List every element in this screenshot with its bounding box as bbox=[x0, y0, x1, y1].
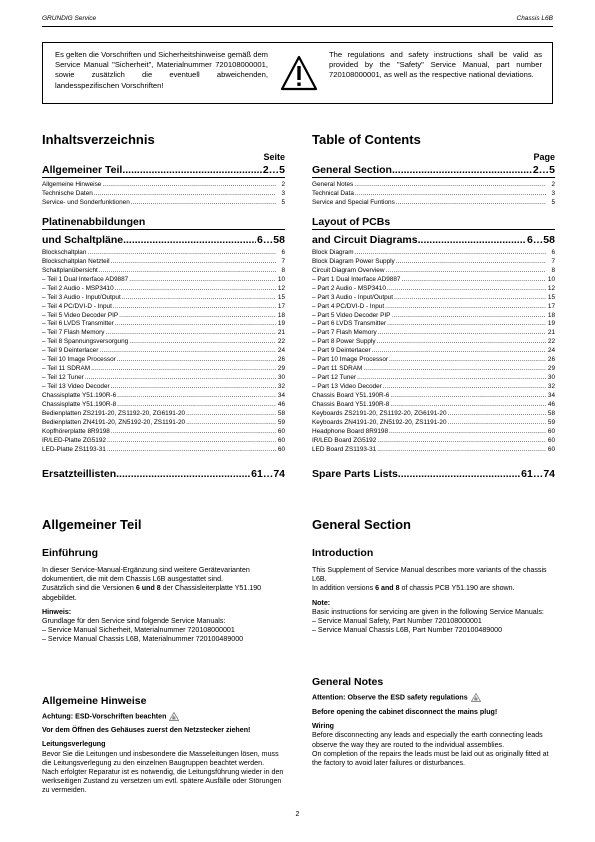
toc-entry-title: – Teil 10 Image Processor bbox=[42, 356, 116, 364]
toc-entry bbox=[312, 267, 555, 276]
toc-entry-title: – Part 11 SDRAM bbox=[312, 365, 363, 373]
toc-entry bbox=[42, 419, 285, 428]
toc-leader-dots bbox=[117, 356, 276, 365]
toc-entry-page: 24 bbox=[277, 347, 285, 355]
toc-entry bbox=[312, 419, 555, 428]
notes-title: Allgemeine Hinweise bbox=[42, 694, 147, 707]
toc-leader-dots bbox=[391, 312, 546, 321]
page-column-label: Seite bbox=[263, 152, 285, 162]
toc-pcb-list bbox=[312, 249, 555, 455]
toc-title: Table of Contents bbox=[312, 132, 421, 147]
notes-title: General Notes bbox=[312, 676, 384, 689]
toc-leader-dots bbox=[186, 419, 276, 428]
toc-pcb-list bbox=[42, 249, 285, 455]
toc-section-general: Allgemeiner Teil ..... 2…5 bbox=[42, 163, 285, 178]
toc-entry-page: 7 bbox=[281, 257, 285, 265]
toc-entry-title: – Part 6 LVDS Transmitter bbox=[312, 320, 387, 328]
header-right: Chassis L6B bbox=[516, 15, 553, 22]
toc-leader-dots bbox=[119, 312, 276, 321]
section-title: Allgemeiner Teil bbox=[42, 517, 142, 532]
toc-entry-page: 46 bbox=[277, 401, 285, 409]
header-left: GRUNDIG Service bbox=[42, 15, 97, 22]
toc-entry-title: Technische Daten bbox=[42, 189, 93, 197]
toc-title: Inhaltsverzeichnis bbox=[42, 132, 155, 147]
toc-leader-dots bbox=[378, 329, 546, 338]
toc-leader-dots bbox=[383, 383, 546, 392]
mains-notice: Vor dem Öffnen des Gehäuses zuerst den Netzstecker ziehen! bbox=[42, 726, 251, 735]
toc-entry-page: 26 bbox=[547, 356, 555, 364]
toc-entry bbox=[42, 312, 285, 321]
toc-entry-title: Schaltplanübersicht bbox=[42, 266, 98, 274]
toc-entry bbox=[42, 249, 285, 258]
toc-section-spare: Ersatzteillisten ..... 61…74 bbox=[42, 467, 285, 481]
toc-entry bbox=[42, 190, 285, 199]
toc-entry bbox=[42, 199, 285, 208]
toc-entry-title: LED-Platte ZS1193-31 bbox=[42, 445, 106, 453]
toc-entry-title: Chassis Board Y51.190R-6 bbox=[312, 392, 390, 400]
toc-entry-page: 32 bbox=[277, 383, 285, 391]
toc-entry-title: – Part 13 Video Decoder bbox=[312, 383, 382, 391]
toc-entry-page: 17 bbox=[277, 302, 285, 310]
toc-leader-dots bbox=[354, 181, 546, 190]
toc-entry-page: 60 bbox=[277, 445, 285, 453]
toc-entry bbox=[42, 276, 285, 285]
toc-entry bbox=[42, 374, 285, 383]
toc-entry bbox=[312, 199, 555, 208]
toc-leader-dots bbox=[377, 338, 546, 347]
toc-entry bbox=[312, 356, 555, 365]
toc-entry bbox=[42, 437, 285, 446]
toc-entry bbox=[42, 338, 285, 347]
toc-entry bbox=[312, 320, 555, 329]
toc-leader-dots bbox=[113, 303, 276, 312]
toc-entry-page: 19 bbox=[277, 320, 285, 328]
toc-entry-page: 12 bbox=[547, 284, 555, 292]
page-column-label: Page bbox=[533, 152, 555, 162]
toc-entry-title: IR/LED-Platte ZG5192 bbox=[42, 436, 106, 444]
esd-notice: Achtung: ESD-Vorschriften beachten bbox=[42, 712, 285, 722]
toc-entry bbox=[42, 383, 285, 392]
toc-entry-title: – Part 7 Flash Memory bbox=[312, 329, 377, 337]
toc-entry bbox=[312, 285, 555, 294]
toc-entry bbox=[312, 181, 555, 190]
toc-entry-title: Kopfhörerplatte 8R9198 bbox=[42, 427, 110, 435]
header-rule bbox=[42, 26, 553, 27]
toc-entry-page: 5 bbox=[551, 198, 555, 206]
toc-entry-page: 2 bbox=[551, 181, 555, 188]
toc-entry-page: 3 bbox=[281, 189, 285, 197]
toc-entry bbox=[312, 392, 555, 401]
toc-entry-title: Headphone Board 8R9198 bbox=[312, 427, 389, 435]
toc-entry bbox=[42, 320, 285, 329]
toc-pcb-title: Platinenabbildungen bbox=[42, 215, 285, 230]
toc-leader-dots bbox=[355, 249, 546, 258]
toc-entry-title: Keyboards ZN4191-20, ZN5192-20, ZS1191-20 bbox=[312, 418, 447, 426]
toc-entry-page: 59 bbox=[547, 418, 555, 426]
toc-entry-page: 19 bbox=[547, 320, 555, 328]
toc-leader-dots bbox=[448, 419, 546, 428]
toc-leader-dots bbox=[107, 446, 276, 455]
warning-triangle-icon bbox=[280, 55, 318, 96]
toc-entry bbox=[42, 401, 285, 410]
toc-leader-dots bbox=[389, 428, 546, 437]
toc-entry bbox=[312, 294, 555, 303]
toc-entry bbox=[312, 437, 555, 446]
toc-entry-title: – Teil 3 Audio - Input/Output bbox=[42, 293, 121, 301]
mains-notice: Before opening the cabinet disconnect the mains plug! bbox=[312, 708, 498, 716]
toc-entry-title: Bedienplatten ZS2191-20, ZS1192-20, ZG6191-20 bbox=[42, 410, 186, 418]
toc-entry-title: Circuit Diagram Overview bbox=[312, 266, 385, 274]
toc-entry bbox=[312, 428, 555, 437]
toc-leader-dots bbox=[107, 437, 276, 446]
toc-entry-page: 29 bbox=[277, 365, 285, 373]
toc-entry-title: IR/LED Board ZG5192 bbox=[312, 436, 377, 444]
toc-entry-page: 7 bbox=[551, 257, 555, 265]
toc-leader-dots bbox=[131, 199, 276, 208]
intro-text: This Supplement of Service Manual describes more variants of the chassis L6B. In addition versions 6 and 8 of chassis PCB Y51.190 are shown. Note: Basic instructions for servicing are given in the following Service Manuals: – Service Manual Safety, Part Number 720108000001 – Service Manual Chassis L6B, Part Number 720100489000 bbox=[312, 566, 555, 635]
toc-entry-page: 21 bbox=[547, 329, 555, 337]
toc-entry-page: 5 bbox=[281, 198, 285, 206]
toc-leader-dots bbox=[115, 285, 276, 294]
toc-leader-dots bbox=[377, 446, 546, 455]
toc-leader-dots bbox=[85, 374, 276, 383]
toc-entry-page: 22 bbox=[277, 338, 285, 346]
toc-section-spare: Spare Parts Lists ..... 61…74 bbox=[312, 467, 555, 481]
toc-general-list bbox=[42, 181, 285, 208]
toc-english bbox=[312, 132, 555, 481]
toc-entry bbox=[42, 446, 285, 455]
toc-leader-dots bbox=[448, 410, 546, 419]
toc-entry-page: 2 bbox=[281, 181, 285, 188]
toc-leader-dots bbox=[387, 320, 546, 329]
toc-entry-page: 15 bbox=[277, 293, 285, 301]
toc-entry-title: LED Board ZS1193-31 bbox=[312, 445, 377, 453]
toc-entry-title: Block Diagram Power Supply bbox=[312, 257, 395, 265]
toc-entry-page: 15 bbox=[547, 293, 555, 301]
toc-entry-page: 21 bbox=[277, 329, 285, 337]
toc-entry-title: – Teil 7 Flash Memory bbox=[42, 329, 105, 337]
toc-entry bbox=[312, 401, 555, 410]
toc-leader-dots bbox=[99, 267, 276, 276]
toc-entry-title: – Part 10 Image Processor bbox=[312, 356, 389, 364]
page-number: 2 bbox=[295, 811, 300, 818]
toc-entry-title: Allgemeine Hinweise bbox=[42, 181, 102, 188]
toc-entry-title: – Part 4 PC/DVI-D - Input bbox=[312, 302, 385, 310]
toc-entry bbox=[312, 329, 555, 338]
toc-leader-dots bbox=[377, 437, 546, 446]
toc-entry-page: 30 bbox=[277, 374, 285, 382]
toc-entry-title: – Teil 13 Video Decoder bbox=[42, 383, 110, 391]
toc-entry bbox=[312, 312, 555, 321]
toc-leader-dots bbox=[129, 276, 276, 285]
toc-entry-title: General Notes bbox=[312, 181, 354, 188]
toc-entry-title: – Part 12 Tuner bbox=[312, 374, 357, 382]
toc-entry-page: 60 bbox=[277, 427, 285, 435]
toc-entry-page: 34 bbox=[277, 392, 285, 400]
toc-entry-title: – Teil 1 Dual Interface AD9887 bbox=[42, 275, 129, 283]
toc-entry-page: 46 bbox=[547, 401, 555, 409]
toc-entry bbox=[312, 365, 555, 374]
toc-leader-dots bbox=[111, 258, 277, 267]
toc-entry-title: – Teil 5 Video Decoder PIP bbox=[42, 311, 119, 319]
esd-hand-icon bbox=[169, 712, 179, 721]
toc-entry-title: Bedienplatten ZN4191-20, ZN5192-20, ZS1191-20 bbox=[42, 418, 186, 426]
section-title: General Section bbox=[312, 517, 411, 532]
toc-entry bbox=[42, 329, 285, 338]
toc-leader-dots bbox=[117, 392, 276, 401]
toc-entry bbox=[312, 446, 555, 455]
toc-entry-page: 29 bbox=[547, 365, 555, 373]
toc-leader-dots bbox=[357, 374, 546, 383]
toc-entry-page: 3 bbox=[551, 189, 555, 197]
toc-entry-title: – Teil 12 Tuner bbox=[42, 374, 84, 382]
toc-entry-page: 58 bbox=[277, 410, 285, 418]
toc-entry-page: 10 bbox=[277, 275, 285, 283]
toc-entry bbox=[312, 383, 555, 392]
general-section-en: General Section Introduction This Supplement of Service Manual describes more variants of the chassis L6B. In addition versions 6 and 8 of chassis PCB Y51.190 are shown. Note: Basic instructions for servicing are given in the following Service Manuals: – Service Manual Safety, Part Number 720108000001 – Service Manual Chassis L6B, Part Number 720100489000 General Notes Attention: Observe the ESD safety regulations Before opening the cabinet disconnect the mains plug! Wiring Before disconnecting any leads and especially the earth connecting leads observe the way they are routed to the individual assemblies. On completion of the repairs the leads must be laid out as originally fitted at the factory to avoid later failures or disturbances. bbox=[312, 517, 555, 768]
toc-entry-page: 30 bbox=[547, 374, 555, 382]
toc-entry bbox=[42, 294, 285, 303]
toc-entry bbox=[312, 249, 555, 258]
toc-section-general: General Section ..... 2…5 bbox=[312, 163, 555, 178]
toc-leader-dots bbox=[363, 365, 546, 374]
toc-leader-dots bbox=[355, 190, 546, 199]
toc-entry-page: 60 bbox=[547, 427, 555, 435]
toc-entry-page: 8 bbox=[281, 266, 285, 274]
toc-leader-dots bbox=[385, 303, 546, 312]
toc-entry-title: – Part 3 Audio - Input/Output bbox=[312, 293, 393, 301]
toc-entry-page: 22 bbox=[547, 338, 555, 346]
toc-entry-page: 59 bbox=[277, 418, 285, 426]
toc-section-pcb: and Circuit Diagrams ..... 6…58 bbox=[312, 233, 555, 247]
wiring-title: Wiring bbox=[312, 722, 335, 731]
toc-entry bbox=[42, 365, 285, 374]
toc-entry-page: 58 bbox=[547, 410, 555, 418]
toc-entry bbox=[312, 258, 555, 267]
toc-entry-title: Keyboards ZS2191-20, ZS1192-20, ZG6191-20 bbox=[312, 410, 447, 418]
esd-hand-icon bbox=[471, 693, 481, 702]
toc-entry-page: 17 bbox=[547, 302, 555, 310]
toc-leader-dots bbox=[122, 294, 276, 303]
toc-entry bbox=[42, 303, 285, 312]
toc-leader-dots bbox=[372, 347, 546, 356]
toc-entry-page: 34 bbox=[547, 392, 555, 400]
toc-entry-title: – Part 1 Dual Interface AD9887 bbox=[312, 275, 401, 283]
wiring-title: Leitungsverlegung bbox=[42, 740, 106, 749]
toc-entry-page: 60 bbox=[547, 436, 555, 444]
toc-entry bbox=[312, 410, 555, 419]
toc-entry-title: – Teil 11 SDRAM bbox=[42, 365, 91, 373]
toc-leader-dots bbox=[389, 356, 546, 365]
toc-entry-title: Service and Special Funtions bbox=[312, 198, 395, 206]
toc-entry bbox=[312, 374, 555, 383]
toc-entry-title: Chassis Board Y51.190R-8 bbox=[312, 401, 390, 409]
toc-entry bbox=[42, 428, 285, 437]
toc-entry-page: 8 bbox=[551, 266, 555, 274]
toc-entry-title: – Teil 8 Spannungsversorgung bbox=[42, 338, 129, 346]
intro-title: Introduction bbox=[312, 547, 374, 559]
toc-leader-dots bbox=[385, 267, 546, 276]
toc-entry bbox=[42, 392, 285, 401]
toc-leader-dots bbox=[396, 199, 546, 208]
toc-leader-dots bbox=[91, 365, 276, 374]
toc-leader-dots bbox=[390, 392, 546, 401]
toc-leader-dots bbox=[102, 181, 276, 190]
toc-entry-page: 12 bbox=[277, 284, 285, 292]
toc-entry-page: 6 bbox=[551, 248, 555, 256]
toc-entry-page: 60 bbox=[277, 436, 285, 444]
toc-leader-dots bbox=[394, 294, 546, 303]
toc-general-list bbox=[312, 181, 555, 208]
toc-entry-title: Chassisplatte Y51.190R-6 bbox=[42, 392, 117, 400]
toc-entry bbox=[42, 258, 285, 267]
toc-leader-dots bbox=[186, 410, 276, 419]
toc-entry-page: 6 bbox=[281, 248, 285, 256]
toc-entry-title: – Teil 2 Audio - MSP3410 bbox=[42, 284, 114, 292]
toc-entry bbox=[42, 267, 285, 276]
toc-entry-title: – Teil 9 Deinterlacer bbox=[42, 347, 99, 355]
toc-leader-dots bbox=[94, 190, 276, 199]
toc-leader-dots bbox=[129, 338, 276, 347]
toc-entry-title: – Part 5 Video Decoder PIP bbox=[312, 311, 391, 319]
toc-entry bbox=[42, 181, 285, 190]
toc-german bbox=[42, 132, 285, 481]
toc-leader-dots bbox=[105, 329, 276, 338]
toc-leader-dots bbox=[390, 401, 546, 410]
toc-entry-page: 10 bbox=[547, 275, 555, 283]
toc-leader-dots bbox=[111, 428, 276, 437]
toc-entry bbox=[312, 276, 555, 285]
toc-section-pcb: und Schaltpläne ..... 6…58 bbox=[42, 233, 285, 247]
intro-text: In dieser Service-Manual-Ergänzung sind weitere Gerätevarianten dokumentiert, die mit dem Chassis L6B ausgestattet sind. Zusätzlich sind die Versionen 6 und 8 der Chassisleiterplatte Y51.190 abgebildet. Hinweis: Grundlage für den Service sind folgende Service Manuals: – Service Manual Sicherheit, Materialnummer 720108000001 – Service Manual Chassis L6B, Materialnummer 720100489000 bbox=[42, 566, 285, 645]
toc-entry-title: Chassisplatte Y51.190R-8 bbox=[42, 401, 117, 409]
toc-entry-title: Blockschaltplan bbox=[42, 248, 87, 256]
toc-leader-dots bbox=[87, 249, 276, 258]
safety-warning-box bbox=[42, 42, 553, 104]
toc-entry bbox=[312, 347, 555, 356]
toc-entry-page: 18 bbox=[547, 311, 555, 319]
toc-leader-dots bbox=[115, 320, 276, 329]
toc-entry bbox=[312, 338, 555, 347]
toc-entry bbox=[312, 303, 555, 312]
toc-entry-title: – Part 2 Audio - MSP3410 bbox=[312, 284, 386, 292]
toc-entry bbox=[42, 285, 285, 294]
toc-entry bbox=[42, 347, 285, 356]
toc-entry bbox=[42, 356, 285, 365]
note-label: Hinweis: bbox=[42, 607, 72, 616]
toc-entry-title: Service- und Sonderfunktionen bbox=[42, 198, 130, 206]
toc-entry-page: 60 bbox=[547, 445, 555, 453]
general-section-de: Allgemeiner Teil Einführung In dieser Service-Manual-Ergänzung sind weitere Gerätevarianten dokumentiert, die mit dem Chassis L6B ausgestattet sind. Zusätzlich sind die Versionen 6 und 8 der Chassisleiterplatte Y51.190 abgebildet. Hinweis: Grundlage für den Service sind folgende Service Manuals: – Service Manual Sicherheit, Materialnummer 720108000001 – Service Manual Chassis L6B, Materialnummer 720100489000 Allgemeine Hinweise Achtung: ESD-Vorschriften beachten Vor dem Öffnen des Gehäuses zuerst den Netzstecker ziehen! Leitungsverlegung Bevor Sie die Leitungen und insbesondere die Masseleitungen lösen, muss die Leitungsverlegung zu den einzelnen Baugruppen beachtet werden. Nach erfolgter Reparatur ist es notwendig, die Leitungsführung wieder in den werkseitigen Zustand zu versetzen um evtl. spätere Ausfälle oder Störungen zu vermeiden. bbox=[42, 517, 284, 795]
toc-entry-title: – Teil 4 PC/DVI-D - Input bbox=[42, 302, 112, 310]
toc-entry bbox=[312, 190, 555, 199]
toc-entry-page: 24 bbox=[547, 347, 555, 355]
toc-entry-title: – Part 8 Power Supply bbox=[312, 338, 376, 346]
toc-leader-dots bbox=[99, 347, 276, 356]
toc-entry-title: – Part 9 Deinterlacer bbox=[312, 347, 371, 355]
intro-title: Einführung bbox=[42, 547, 98, 559]
toc-entry-page: 26 bbox=[277, 356, 285, 364]
warning-text-de: Es gelten die Vorschriften und Sicherheitshinweise gemäß dem Service Manual "Sicherheit", Materialnummer 720108000001, sowie zusätzlich die eventuell abweichenden, landesspezifischen Vorschriften! bbox=[55, 50, 268, 90]
toc-leader-dots bbox=[117, 401, 276, 410]
toc-leader-dots bbox=[401, 276, 546, 285]
toc-entry-title: Blockschaltplan Netzteil bbox=[42, 257, 110, 265]
toc-entry-page: 18 bbox=[277, 311, 285, 319]
toc-entry-page: 32 bbox=[547, 383, 555, 391]
toc-leader-dots bbox=[387, 285, 546, 294]
toc-entry-title: – Teil 6 LVDS Transmitter bbox=[42, 320, 114, 328]
note-label: Note: bbox=[312, 598, 331, 607]
toc-entry-title: Technical Data bbox=[312, 189, 354, 197]
esd-notice: Attention: Observe the ESD safety regulations bbox=[312, 693, 555, 703]
toc-leader-dots bbox=[111, 383, 276, 392]
toc-entry-title: Block Diagram bbox=[312, 248, 354, 256]
toc-entry bbox=[42, 410, 285, 419]
warning-text-en: The regulations and safety instructions shall be valid as provided by the "Safety" Service Manual, part number 720108000001, as well as the respective national deviations. bbox=[329, 50, 542, 80]
toc-leader-dots bbox=[396, 258, 546, 267]
toc-pcb-title: Layout of PCBs bbox=[312, 215, 555, 230]
